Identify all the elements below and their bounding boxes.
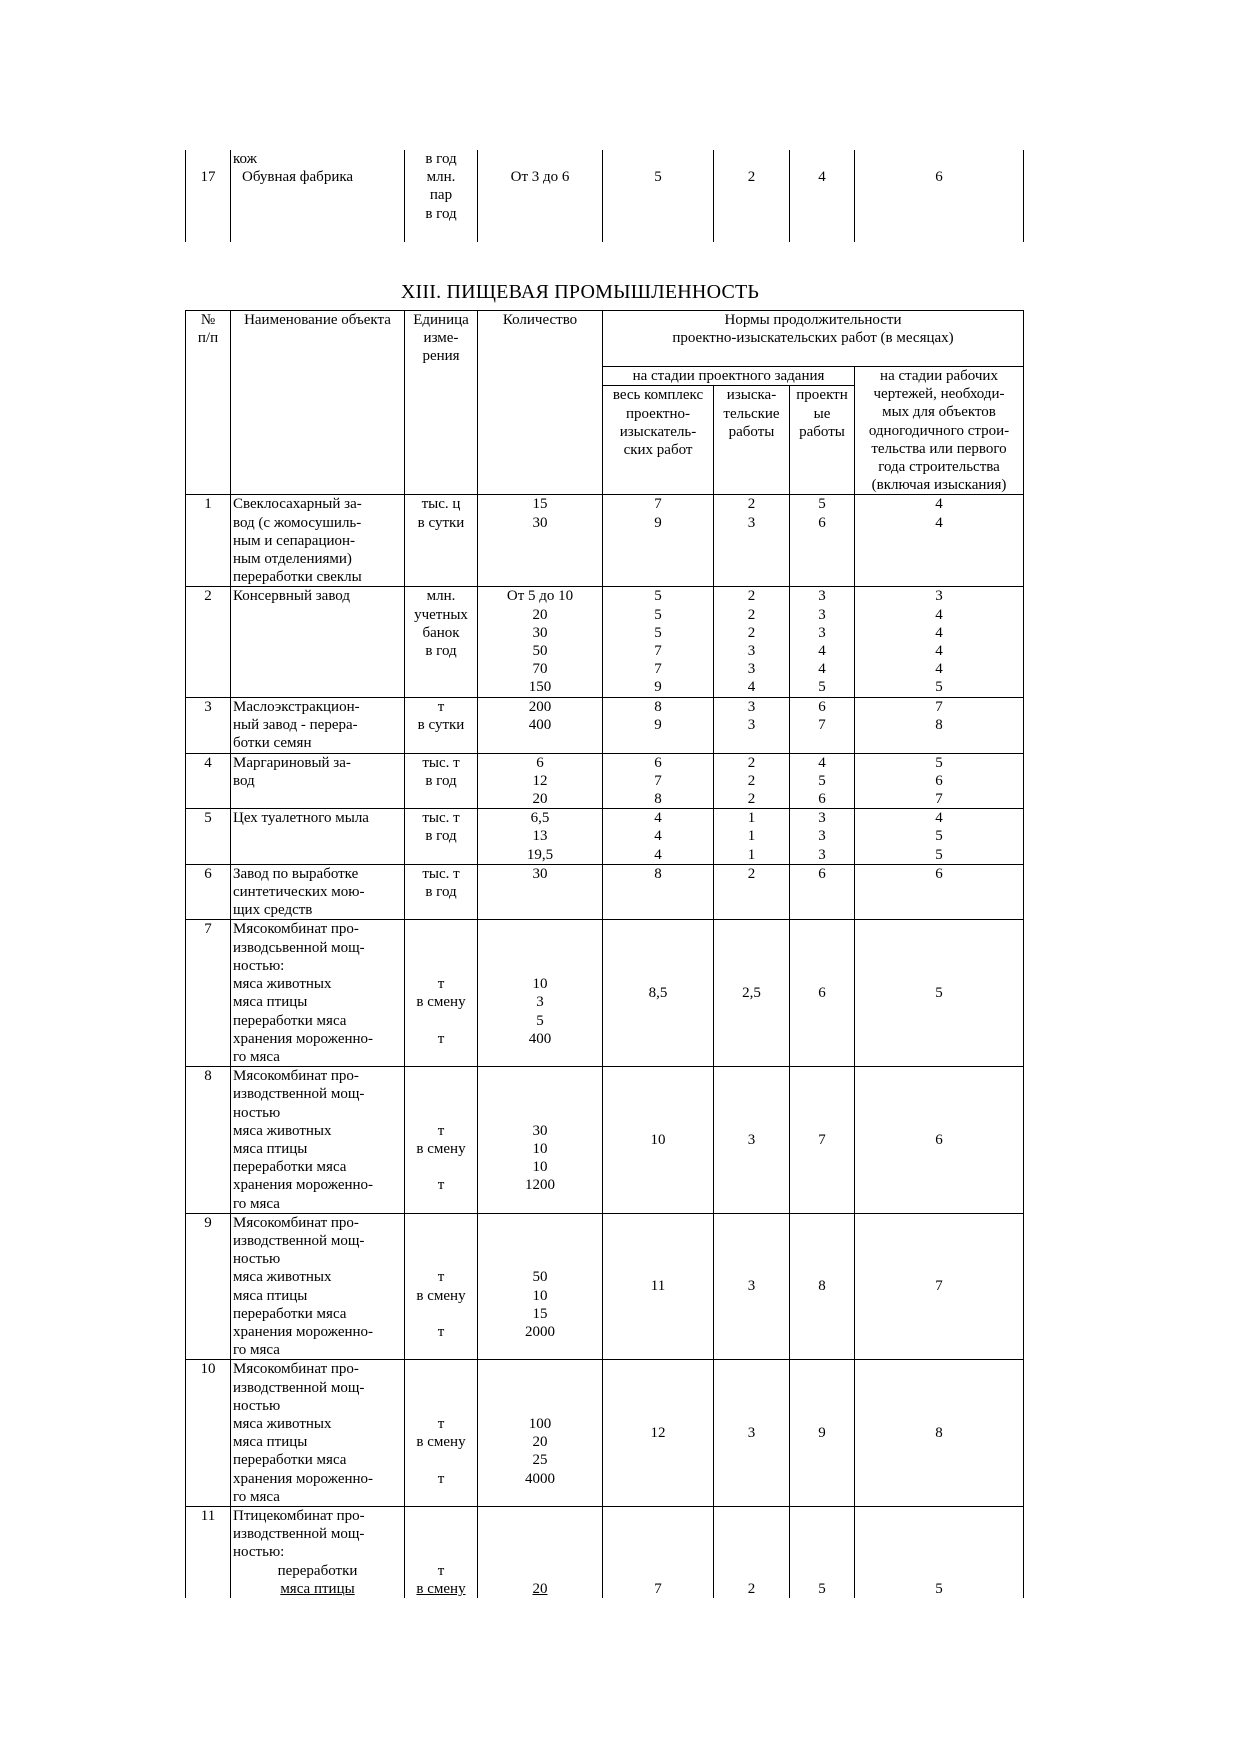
table-row <box>186 1067 1024 1214</box>
header-stage-project: на стадии проектного задания <box>603 367 855 386</box>
quantity-cell: 6,5 13 19,5 <box>478 809 603 865</box>
continuation-table <box>185 150 1024 242</box>
drawings-cell: 4 5 5 <box>855 809 1024 865</box>
design-cell: 6 7 <box>790 697 855 753</box>
drawings-cell: 5 <box>855 1506 1024 1598</box>
design-cell: 9 <box>790 1360 855 1507</box>
header-survey: изыска- тельские работы <box>714 386 790 495</box>
row-number: 5 <box>186 809 231 865</box>
table-row <box>186 587 1024 697</box>
design-cell: 4 5 6 <box>790 753 855 809</box>
survey-cell: 3 3 <box>714 697 790 753</box>
full-complex-cell: 10 <box>603 1067 714 1214</box>
drawings-cell: 5 <box>855 920 1024 1067</box>
object-name: Мясокомбинат про- изводственной мощ- ностью мяса животных мяса птицы переработки мяса хранения мороженно- го мяса <box>231 1360 405 1507</box>
object-name: Завод по выработке синтетических мою- щих средств <box>231 864 405 920</box>
row-number: 10 <box>186 1360 231 1507</box>
survey-cell: 2 <box>714 1506 790 1598</box>
object-name: Птицекомбинат про- изводственной мощ- ностью: переработки мяса птицы <box>231 1506 405 1598</box>
row-number: 4 <box>186 753 231 809</box>
full-complex-cell: 8 9 <box>603 697 714 753</box>
design-cell: 5 <box>790 1506 855 1598</box>
design-cell: 8 <box>790 1213 855 1360</box>
full-complex-cell: 12 <box>603 1360 714 1507</box>
header-unit: Единица изме- рения <box>405 311 478 495</box>
quantity-cell: 50 10 15 2000 <box>478 1213 603 1360</box>
quantity-cell: 20 <box>478 1506 603 1598</box>
table-row <box>186 1506 1024 1598</box>
survey-cell: 2 <box>714 864 790 920</box>
survey-cell: 2 2 2 3 3 4 <box>714 587 790 697</box>
page-content <box>185 150 1023 1598</box>
full-complex-cell: 5 5 5 7 7 9 <box>603 587 714 697</box>
quantity-cell: 15 30 <box>478 495 603 587</box>
unit-cell: млн. учетных банок в год <box>405 587 478 697</box>
object-name: Маргариновый за- вод <box>231 753 405 809</box>
drawings-cell: 7 <box>855 1213 1024 1360</box>
drawings-cell: 4 4 <box>855 495 1024 587</box>
design-cell: 5 6 <box>790 495 855 587</box>
design-cell: 4 <box>790 150 855 242</box>
unit-cell: т в смену т <box>405 1213 478 1360</box>
object-name: Маслоэкстракцион- ный завод - перера- ботки семян <box>231 697 405 753</box>
quantity-cell: 30 <box>478 864 603 920</box>
header-design: проектн ые работы <box>790 386 855 495</box>
quantity-cell: 100 20 25 4000 <box>478 1360 603 1507</box>
table-row <box>186 864 1024 920</box>
norms-table <box>185 310 1024 1598</box>
quantity-cell: От 3 до 6 <box>478 150 603 242</box>
full-complex-cell: 6 7 8 <box>603 753 714 809</box>
row-number: 17 <box>186 150 231 242</box>
full-complex-cell: 7 <box>603 1506 714 1598</box>
unit-cell: т в смену т <box>405 1067 478 1214</box>
quantity-cell: 10 3 5 400 <box>478 920 603 1067</box>
quantity-cell: 200 400 <box>478 697 603 753</box>
object-subname: переработки <box>277 1562 358 1579</box>
header-stage-drawings: на стадии рабочих чертежей, необходи- мых для объектов одногодичного строи- тельства или первого года строительства (включая изыскания) <box>855 367 1024 495</box>
survey-cell: 2 3 <box>714 495 790 587</box>
object-name: Консервный завод <box>231 587 405 697</box>
object-subname: мяса птицы <box>280 1580 355 1597</box>
row-number: 1 <box>186 495 231 587</box>
table-row <box>186 495 1024 587</box>
row-number: 8 <box>186 1067 231 1214</box>
table-row <box>186 753 1024 809</box>
unit-cell: т в сутки <box>405 697 478 753</box>
object-name: Мясокомбинат про- изводсьвенной мощ- ностью: мяса животных мяса птицы переработки мяса хранения мороженно- го мяса <box>231 920 405 1067</box>
drawings-cell: 8 <box>855 1360 1024 1507</box>
table-row <box>186 1213 1024 1360</box>
full-complex-cell: 4 4 4 <box>603 809 714 865</box>
header-name: Наименование объекта <box>231 311 405 495</box>
object-name: Свеклосахарный за- вод (с жомосушиль- ным и сепарацион- ным отделениями) переработки свеклы <box>231 495 405 587</box>
object-name: кож Обувная фабрика <box>231 150 405 242</box>
drawings-cell: 5 6 7 <box>855 753 1024 809</box>
table-row <box>186 150 1024 242</box>
quantity-cell: 30 10 10 1200 <box>478 1067 603 1214</box>
section-title: XIII. ПИЩЕВАЯ ПРОМЫШЛЕННОСТЬ <box>400 281 760 303</box>
drawings-cell: 7 8 <box>855 697 1024 753</box>
header-full-complex: весь комплекс проектно- изыскатель- ских работ <box>603 386 714 495</box>
design-cell: 7 <box>790 1067 855 1214</box>
unit-cell: т в смену <box>405 1506 478 1598</box>
survey-cell: 3 <box>714 1360 790 1507</box>
unit-cell: т в смену т <box>405 1360 478 1507</box>
table-row <box>186 920 1024 1067</box>
header-quantity: Количество <box>478 311 603 495</box>
design-cell: 3 3 3 4 4 5 <box>790 587 855 697</box>
quantity-cell: От 5 до 10 20 30 50 70 150 <box>478 587 603 697</box>
drawings-cell: 3 4 4 4 4 5 <box>855 587 1024 697</box>
object-name: Мясокомбинат про- изводственной мощ- ностью мяса животных мяса птицы переработки мяса хранения мороженно- го мяса <box>231 1067 405 1214</box>
quantity-cell: 6 12 20 <box>478 753 603 809</box>
object-name: Цех туалетного мыла <box>231 809 405 865</box>
table-row <box>186 697 1024 753</box>
survey-cell: 3 <box>714 1067 790 1214</box>
design-cell: 6 <box>790 864 855 920</box>
full-complex-cell: 7 9 <box>603 495 714 587</box>
survey-cell: 3 <box>714 1213 790 1360</box>
survey-cell: 2 <box>714 150 790 242</box>
row-number: 2 <box>186 587 231 697</box>
full-complex-cell: 11 <box>603 1213 714 1360</box>
drawings-cell: 6 <box>855 864 1024 920</box>
unit-cell: тыс. ц в сутки <box>405 495 478 587</box>
full-complex-cell: 5 <box>603 150 714 242</box>
drawings-cell: 6 <box>855 1067 1024 1214</box>
object-name: Мясокомбинат про- изводственной мощ- ностью мяса животных мяса птицы переработки мяса хранения мороженно- го мяса <box>231 1213 405 1360</box>
header-norms: Нормы продолжительности проектно-изыскательских работ (в месяцах) <box>603 311 1024 367</box>
drawings-cell: 6 <box>855 150 1024 242</box>
unit-cell: т в смену т <box>405 920 478 1067</box>
design-cell: 6 <box>790 920 855 1067</box>
header-row <box>186 311 1024 367</box>
row-number: 6 <box>186 864 231 920</box>
header-number: № п/п <box>186 311 231 495</box>
unit-cell: тыс. т в год <box>405 753 478 809</box>
survey-cell: 2 2 2 <box>714 753 790 809</box>
unit-cell: в год млн. пар в год <box>405 150 478 242</box>
table-row <box>186 809 1024 865</box>
design-cell: 3 3 3 <box>790 809 855 865</box>
row-number: 7 <box>186 920 231 1067</box>
full-complex-cell: 8 <box>603 864 714 920</box>
row-number: 3 <box>186 697 231 753</box>
row-number: 11 <box>186 1506 231 1598</box>
full-complex-cell: 8,5 <box>603 920 714 1067</box>
survey-cell: 1 1 1 <box>714 809 790 865</box>
table-row <box>186 1360 1024 1507</box>
survey-cell: 2,5 <box>714 920 790 1067</box>
unit-cell: тыс. т в год <box>405 864 478 920</box>
row-number: 9 <box>186 1213 231 1360</box>
unit-cell: тыс. т в год <box>405 809 478 865</box>
